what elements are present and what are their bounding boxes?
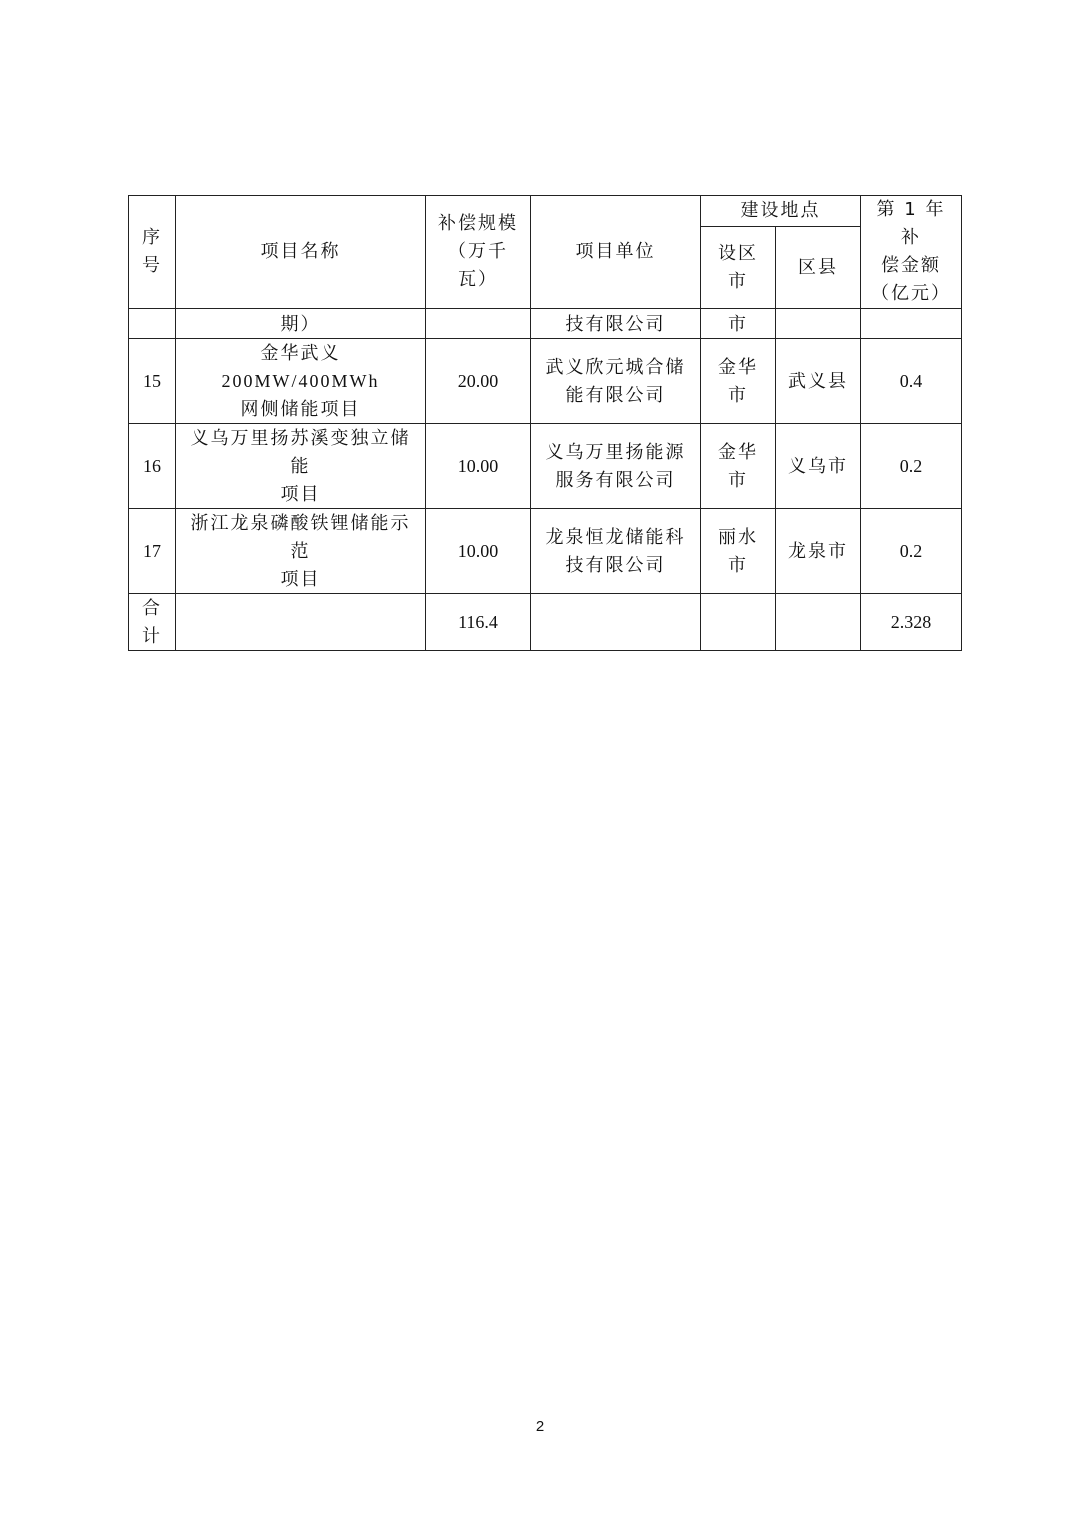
compensation-table xyxy=(128,195,962,651)
page-number: 2 xyxy=(535,1418,545,1435)
header-location: 建设地点 xyxy=(701,196,861,227)
cell-total-label: 合 计 xyxy=(129,594,176,651)
cell-city: 金华 市 xyxy=(701,424,776,509)
cell-amount: 0.4 xyxy=(861,339,962,424)
header-county: 区县 xyxy=(776,227,861,309)
cell-county: 武义县 xyxy=(776,339,861,424)
cell-seq: 15 xyxy=(129,339,176,424)
cell-seq: 17 xyxy=(129,509,176,594)
cell-seq xyxy=(129,309,176,339)
table-row xyxy=(129,509,962,594)
cell-amount xyxy=(861,309,962,339)
table-row xyxy=(129,424,962,509)
cell-scale: 10.00 xyxy=(426,509,531,594)
header-seq: 序 号 xyxy=(129,196,176,309)
cell-project-name: 义乌万里扬苏溪变独立储能 项目 xyxy=(176,424,426,509)
table-row-total xyxy=(129,594,962,651)
cell-unit: 龙泉恒龙储能科 技有限公司 xyxy=(531,509,701,594)
cell-county xyxy=(776,309,861,339)
cell-project-name: 期） xyxy=(176,309,426,339)
header-scale: 补偿规模 （万千 瓦） xyxy=(426,196,531,309)
header-amount: 第 1 年补 偿金额 （亿元） xyxy=(861,196,962,309)
table-row-continued xyxy=(129,309,962,339)
cell-project-name xyxy=(176,594,426,651)
table-row xyxy=(129,339,962,424)
cell-scale xyxy=(426,309,531,339)
cell-unit: 技有限公司 xyxy=(531,309,701,339)
cell-seq: 16 xyxy=(129,424,176,509)
cell-unit: 义乌万里扬能源 服务有限公司 xyxy=(531,424,701,509)
cell-amount: 0.2 xyxy=(861,424,962,509)
cell-city: 市 xyxy=(701,309,776,339)
cell-city xyxy=(701,594,776,651)
cell-city: 丽水 市 xyxy=(701,509,776,594)
cell-county xyxy=(776,594,861,651)
cell-total-amount: 2.328 xyxy=(861,594,962,651)
cell-total-scale: 116.4 xyxy=(426,594,531,651)
cell-project-name: 浙江龙泉磷酸铁锂储能示范 项目 xyxy=(176,509,426,594)
cell-county: 龙泉市 xyxy=(776,509,861,594)
cell-amount: 0.2 xyxy=(861,509,962,594)
cell-project-name: 金华武义 200MW/400MWh 网侧储能项目 xyxy=(176,339,426,424)
cell-county: 义乌市 xyxy=(776,424,861,509)
cell-scale: 10.00 xyxy=(426,424,531,509)
header-project-name: 项目名称 xyxy=(176,196,426,309)
cell-city: 金华 市 xyxy=(701,339,776,424)
cell-unit xyxy=(531,594,701,651)
cell-scale: 20.00 xyxy=(426,339,531,424)
header-city: 设区 市 xyxy=(701,227,776,309)
header-unit: 项目单位 xyxy=(531,196,701,309)
cell-unit: 武义欣元城合储 能有限公司 xyxy=(531,339,701,424)
header-row-1 xyxy=(129,196,962,227)
